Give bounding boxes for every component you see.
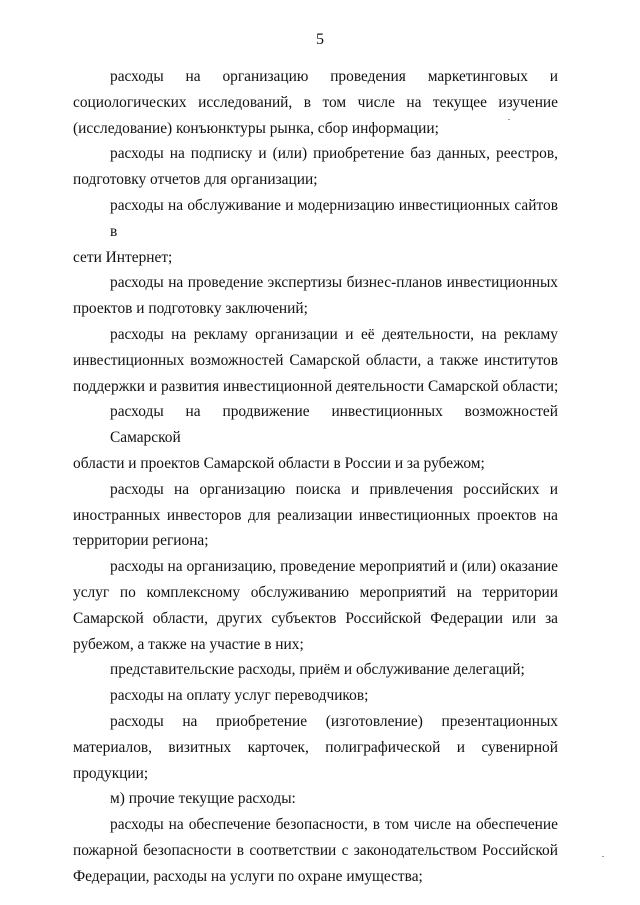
- text-line: расходы на подписку и (или) приобретение баз данных, реестров,: [110, 145, 558, 163]
- text-line: расходы на обслуживание и модернизацию инвестиционных сайтов в: [110, 196, 558, 240]
- text-line: проектов и подготовку заключений;: [73, 300, 308, 318]
- text-line: расходы на организацию поиска и привлечения российских и: [110, 480, 558, 498]
- paragraph: [73, 193, 558, 270]
- text-line: иностранных инвесторов для реализации инвестиционных проектов на: [73, 506, 558, 524]
- text-line: расходы на продвижение инвестиционных возможностей Самарской: [110, 403, 558, 447]
- paragraph: [73, 812, 558, 889]
- paragraph: [73, 64, 558, 141]
- text-line: рубежом, а также на участие в них;: [73, 635, 304, 653]
- paragraph: [73, 141, 558, 193]
- text-line: области и проектов Самарской области в России и за рубежом;: [73, 454, 485, 472]
- text-line: сети Интернет;: [73, 248, 173, 266]
- text-line: поддержки и развития инвестиционной деятельности Самарской области;: [73, 377, 559, 395]
- paragraph: [73, 477, 558, 554]
- text-line: территории региона;: [73, 532, 209, 550]
- text-line: расходы на проведение экспертизы бизнес-планов инвестиционных: [110, 274, 558, 292]
- text-line: (исследование) конъюнктуры рынка, сбор информации;: [73, 119, 439, 137]
- paragraph: [73, 709, 558, 786]
- scan-speck: [602, 856, 604, 857]
- text-line: Федерации, расходы на услуги по охране имущества;: [73, 867, 423, 885]
- paragraph: [73, 322, 558, 399]
- text-line: Самарской области, других субъектов Российской Федерации или за: [73, 609, 558, 627]
- text-line: расходы на организацию проведения маркетинговых и: [110, 68, 558, 85]
- page-number: 5: [316, 31, 324, 48]
- paragraph: [73, 683, 558, 709]
- text-line: материалов, визитных карточек, полиграфической и сувенирной: [73, 738, 558, 756]
- text-line: пожарной безопасности в соответствии с законодательством Российской: [73, 841, 558, 859]
- paragraph: [73, 554, 558, 657]
- scan-speck: [508, 119, 510, 120]
- text-line: м) прочие текущие расходы:: [110, 790, 296, 808]
- paragraph: [73, 399, 558, 476]
- text-line: инвестиционных возможностей Самарской области, а также институтов: [73, 351, 558, 369]
- paragraph: [73, 270, 558, 322]
- text-line: подготовку отчетов для организации;: [73, 171, 318, 189]
- text-line: расходы на организацию, проведение мероприятий и (или) оказание: [110, 558, 558, 576]
- text-line: расходы на оплату услуг переводчиков;: [110, 687, 369, 705]
- text-line: представительские расходы, приём и обслуживание делегаций;: [110, 661, 525, 679]
- text-line: продукции;: [73, 764, 149, 782]
- paragraph: [73, 657, 558, 683]
- text-line: расходы на приобретение (изготовление) презентационных: [110, 712, 558, 730]
- paragraph: [73, 786, 558, 812]
- text-line: расходы на обеспечение безопасности, в том числе на обеспечение: [110, 816, 558, 834]
- text-line: социологических исследований, в том числе на текущее изучение: [73, 93, 558, 111]
- text-line: расходы на рекламу организации и её деятельности, на рекламу: [110, 325, 558, 343]
- document-body: [73, 64, 558, 890]
- text-line: услуг по комплексному обслуживанию мероприятий на территории: [73, 583, 558, 601]
